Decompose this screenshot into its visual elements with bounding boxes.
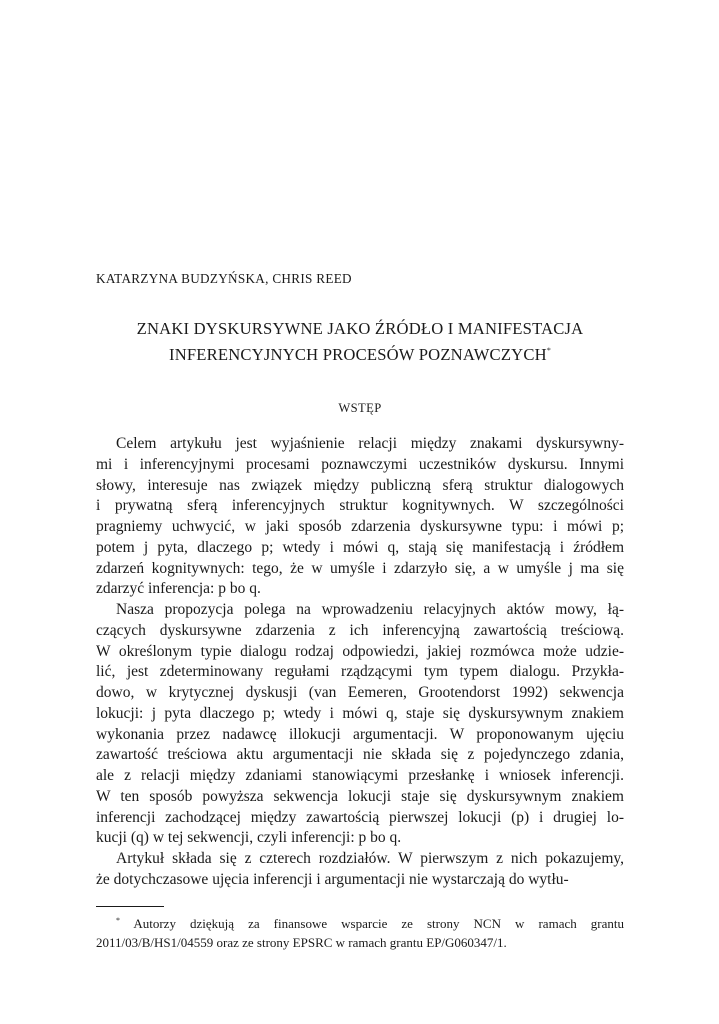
body-line: zdarzyć inferencja: p bo q. bbox=[96, 580, 261, 598]
body-line: Nasza propozycja polega na wprowadzeniu relacyjnych aktów mowy, łą- bbox=[116, 601, 624, 618]
body-line: zawartość treściowa aktu argumentacji nie składa się z pojedynczego zdania, bbox=[96, 746, 624, 764]
body-line: kucji (q) w tej sekwencji, czyli inferencji: p bo q. bbox=[96, 829, 402, 847]
body-line: lić, jest zdeterminowany regułami rządzącymi tym typem dialogu. Przykła- bbox=[96, 663, 624, 681]
body-line: zdarzeń kognitywnych: tego, że w umyśle i zdarzyło się, a w umyśle j ma się bbox=[96, 559, 624, 577]
footnote-line-1: * Autorzy dziękują za finansowe wsparcie ze strony NCN w ramach grantu bbox=[116, 916, 624, 931]
body-line: czących dyskursywne zdarzenia z ich inferencyjną zawartością treściową. bbox=[96, 621, 624, 639]
body-line: wykonania przez nadawcę illokucji argumentacji. W proponowanym ujęciu bbox=[96, 725, 624, 743]
body-line: Celem artykułu jest wyjaśnienie relacji między znakami dyskursywny- bbox=[116, 435, 624, 452]
body-line: słowy, interesuje nas związek między publiczną sferą struktur dialogowych bbox=[96, 476, 624, 494]
article-title bbox=[96, 318, 624, 366]
section-heading: WSTĘP bbox=[338, 401, 382, 415]
body-line: W określonym typie dialogu rodzaj odpowiedzi, jakiej rozmówca może udzie- bbox=[96, 642, 624, 660]
body-line: ale z relacji między zdaniami stanowiącymi przesłankę i wniosek inferencji. bbox=[96, 767, 624, 784]
body-line: potem j pyta, dlaczego p; wtedy i mówi q, stają się manifestacją i źródłem bbox=[96, 538, 624, 556]
body-line: inferencji zachodzącej między zawartością pierwszej lokucji (p) i drugiej lo- bbox=[96, 808, 624, 826]
footnote-marker: * bbox=[116, 916, 120, 925]
body-text bbox=[96, 434, 624, 891]
body-line: dowo, w krytycznej dyskusji (van Eemeren, Grootendorst 1992) sekwencja bbox=[96, 684, 624, 701]
authors: KATARZYNA BUDZYŃSKA, CHRIS REED bbox=[96, 271, 352, 286]
title-line-2: INFERENCYJNYCH PROCESÓW POZNAWCZYCH* bbox=[168, 345, 552, 364]
body-line: i prywatną sferą inferencyjnych struktur kognitywnych. W szczególności bbox=[96, 497, 624, 515]
title-footnote-marker: * bbox=[546, 346, 552, 355]
footnote bbox=[96, 912, 624, 952]
body-line: mi i inferencyjnymi procesami poznawczymi uczestników dyskursu. Innymi bbox=[96, 455, 624, 473]
body-line: pragniemy uchwycić, w jaki sposób zdarzenia dyskursywne typu: i mówi p; bbox=[96, 518, 624, 535]
footnote-line-2: 2011/03/B/HS1/04559 oraz ze strony EPSRC w ramach grantu EP/G060347/1. bbox=[96, 934, 507, 950]
body-line: W ten sposób powyższa sekwencja lokucji staje się dyskursywnym znakiem bbox=[96, 787, 624, 805]
body-line: Artykuł składa się z czterech rozdziałów. W pierwszym z nich pokazujemy, bbox=[116, 850, 624, 867]
footnote-divider bbox=[96, 906, 164, 907]
title-line-1: ZNAKI DYSKURSYWNE JAKO ŹRÓDŁO I MANIFESTACJA bbox=[136, 319, 584, 338]
body-line: lokucji: j pyta dlaczego p; wtedy i mówi q, staje się dyskursywnym znakiem bbox=[96, 704, 624, 722]
body-line: że dotychczasowe ujęcia inferencji i argumentacji nie wystarczają do wytłu- bbox=[96, 870, 569, 888]
